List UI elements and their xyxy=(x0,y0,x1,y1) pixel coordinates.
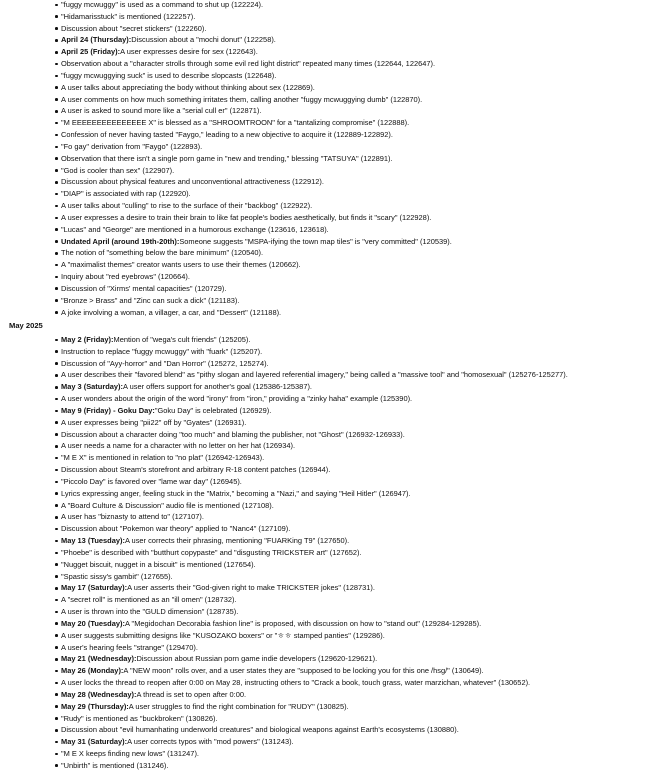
list-item xyxy=(0,393,667,405)
list-item xyxy=(0,724,667,736)
list-item xyxy=(0,70,667,82)
list-item xyxy=(0,523,667,535)
entry-text: A user's hearing feels "strange" (129470). xyxy=(61,642,198,652)
list-item xyxy=(0,594,667,606)
entry-text: Discussion about physical features and unconventional attractiveness (122912). xyxy=(61,177,324,187)
list-item xyxy=(0,559,667,571)
list-item xyxy=(0,653,667,665)
list-item xyxy=(0,334,667,346)
list-item xyxy=(0,58,667,70)
entry-date: May 2 (Friday): xyxy=(61,335,114,344)
list-item xyxy=(0,11,667,23)
entry-text: "Goku Day" is celebrated (126929). xyxy=(154,405,272,415)
list-item xyxy=(0,46,667,58)
entry-date: May 13 (Tuesday): xyxy=(61,536,125,546)
entry-text: A user corrects their phrasing, mentioning "FUARKing T9" (127650). xyxy=(124,536,350,546)
entry-text: Confession of never having tasted "Faygo," leading to a new objective to acquire it (122889-122892). xyxy=(61,130,393,140)
entry-text: Observation that there isn't a single porn game in "new and trending," blessing "TATSUYA" (122891). xyxy=(61,153,393,163)
entry-text: Inquiry about "red eyebrows" (120664). xyxy=(61,272,190,282)
list-item xyxy=(0,452,667,464)
list-item xyxy=(0,271,667,283)
list-item xyxy=(0,23,667,35)
entry-text: A user comments on how much something irritates them, calling another "fuggy mcwuggying dumb" (122870). xyxy=(61,94,423,104)
list-item xyxy=(0,307,667,319)
list-item xyxy=(0,224,667,236)
entry-text: Discussion about "evil humanhating underworld creatures" and biological weapons against Earth's ecosystems (130880). xyxy=(61,725,459,735)
month-heading-may: May 2025 xyxy=(9,321,43,330)
entry-text: A user offers support for another's goal (125386-125387). xyxy=(123,382,312,392)
entry-text: A user expresses a desire to train their brain to like fat people's bodies aesthetically, but finds it "scary" (122928). xyxy=(61,212,432,222)
entry-text: "Piccolo Day" is favored over "lame war day" (126945). xyxy=(61,476,242,486)
list-item xyxy=(0,295,667,307)
april-entries-list xyxy=(0,0,667,318)
entry-text: Instruction to replace "fuggy mcwuggy" with "fuark" (125207). xyxy=(61,346,263,356)
entry-text: Observation about a "character strolls through some evil red light district" repeated many times (122644, 122647). xyxy=(61,59,436,69)
entry-text: "M E X keeps finding new lows" (131247). xyxy=(61,748,199,758)
entry-text: A user expresses being "pii22" off by "Gyates" (126931). xyxy=(61,417,247,427)
entry-text: "M E X" is mentioned in relation to "no plat" (126942-126943). xyxy=(61,453,265,463)
list-item xyxy=(0,176,667,188)
entry-text: "Hidamarisstuck" is mentioned (122257). xyxy=(61,11,196,21)
entry-text: Lyrics expressing anger, feeling stuck in the "Matrix," becoming a "Nazi," and saying "Heil Hitler" (126947). xyxy=(61,488,411,498)
entry-text: A user needs a name for a character with no letter on her hat (126934). xyxy=(61,441,296,451)
entry-text: A user suggests submitting designs like "KUSOZAKO boxers" or "ㅎㅎ stamped panties" (129286). xyxy=(61,630,385,640)
entry-text: "Spastic sissy's gambit" (127655). xyxy=(61,571,173,581)
entry-text: A user expresses desire for sex (122643). xyxy=(120,47,258,57)
list-item xyxy=(0,701,667,713)
list-item xyxy=(0,417,667,429)
list-item xyxy=(0,358,667,370)
list-item xyxy=(0,748,667,760)
entry-text: "M EEEEEEEEEEEEEEE X" is blessed as a "SHROOMTROON" for a "tantalizing compromise" (122888). xyxy=(61,118,410,128)
entry-text: "fuggy mcwuggy" is used as a command to shut up (122224). xyxy=(61,0,264,9)
list-item xyxy=(0,369,667,381)
list-item xyxy=(0,212,667,224)
list-item xyxy=(0,165,667,177)
entry-date: May 20 (Tuesday): xyxy=(61,618,125,628)
entry-text: Someone suggests "MSPA-ifying the town map tiles" is "very committed" (120539). xyxy=(179,236,452,246)
list-item xyxy=(0,736,667,748)
entry-text: A user locks the thread to reopen after 0:00 on May 28, instructing others to "Crack a book, touch grass, water marzichan, whatever" (130652). xyxy=(61,678,531,688)
entry-date: May 3 (Saturday): xyxy=(61,382,123,392)
entry-text: A thread is set to open after 0:00. xyxy=(136,689,247,699)
entry-text: Discussion about "Pokemon war theory" applied to "Nanc4" (127109). xyxy=(61,524,291,534)
entry-text: Discussion of "Xirms' mental capacities" (120729). xyxy=(61,283,227,293)
entry-text: A user is thrown into the "GULD dimension" (128735). xyxy=(61,607,239,617)
entry-date: May 26 (Monday): xyxy=(61,666,124,676)
list-item xyxy=(0,141,667,153)
list-item xyxy=(0,440,667,452)
list-item xyxy=(0,665,667,677)
entry-text: "God is cooler than sex" (122907). xyxy=(61,165,175,175)
list-item xyxy=(0,94,667,106)
list-item xyxy=(0,153,667,165)
list-item xyxy=(0,760,667,772)
entry-text: Discussion about a "mochi donut" (122258). xyxy=(131,35,276,45)
list-item xyxy=(0,429,667,441)
entry-text: Discussion about Russian porn game indie developers (129620-129621). xyxy=(136,654,378,664)
entry-text: A user describes their "favored blend" as "pithy slogan and layered referential imagery," being called a "massive tool" and "homosexual" (125276-125277). xyxy=(61,370,568,380)
list-item xyxy=(0,476,667,488)
entry-text: Discussion about Steam's storefront and arbitrary R-18 content patches (126944). xyxy=(61,465,331,475)
list-item xyxy=(0,346,667,358)
entry-text: "Lucas" and "George" are mentioned in a humorous exchange (123616, 123618). xyxy=(61,224,329,234)
entry-text: A "Megidochan Decorabia fashion line" is proposed, with discussion on how to "stand out" (129284-129285). xyxy=(124,618,482,628)
list-item xyxy=(0,689,667,701)
entry-text: A "Board Culture & Discussion" audio file is mentioned (127108). xyxy=(61,500,274,510)
entry-date: Undated April (around 19th-20th): xyxy=(61,236,180,246)
list-item xyxy=(0,713,667,725)
entry-text: A user corrects typos with "mod powers" (131243). xyxy=(127,737,294,747)
list-item xyxy=(0,259,667,271)
entry-text: A "NEW moon" rolls over, and a user states they are "supposed to be locking you for this one /hsg/" (130649). xyxy=(123,666,484,676)
entry-date: May 17 (Saturday): xyxy=(61,583,128,593)
entry-date: April 25 (Friday): xyxy=(61,47,121,57)
entry-date: May 28 (Wednesday): xyxy=(61,689,137,699)
list-item xyxy=(0,381,667,393)
list-item xyxy=(0,547,667,559)
list-item xyxy=(0,571,667,583)
entry-date: May 9 (Friday) - Goku Day: xyxy=(61,405,155,415)
entry-text: "Rudy" is mentioned as "buckbroken" (130826). xyxy=(61,713,218,723)
list-item xyxy=(0,606,667,618)
list-item xyxy=(0,105,667,117)
entry-text: Discussion about "secret stickers" (122260). xyxy=(61,23,207,33)
entry-date: May 21 (Wednesday): xyxy=(61,654,137,664)
list-item xyxy=(0,0,667,11)
entry-text: Mention of "wega's cult friends" (125205). xyxy=(113,335,251,344)
list-item xyxy=(0,188,667,200)
list-item xyxy=(0,236,667,248)
entry-date: May 31 (Saturday): xyxy=(61,737,128,747)
list-item xyxy=(0,283,667,295)
list-item xyxy=(0,488,667,500)
list-item xyxy=(0,642,667,654)
entry-text: "Unbirth" is mentioned (131246). xyxy=(61,760,169,770)
list-item xyxy=(0,129,667,141)
list-item xyxy=(0,535,667,547)
entry-text: "fuggy mcwuggying suck" is used to describe slopcasts (122648). xyxy=(61,70,277,80)
list-item xyxy=(0,405,667,417)
entry-text: "Bronze > Brass" and "Zinc can suck a dick" (121183). xyxy=(61,295,240,305)
entry-text: "Nugget biscuit, nugget in a biscuit" is mentioned (127654). xyxy=(61,559,256,569)
list-item xyxy=(0,34,667,46)
list-item xyxy=(0,247,667,259)
entry-text: A user talks about appreciating the body without thinking about sex (122869). xyxy=(61,82,315,92)
list-item xyxy=(0,117,667,129)
list-item xyxy=(0,82,667,94)
entry-text: A user talks about "culling" to rise to the surface of their "backbog" (122922). xyxy=(61,201,313,211)
entry-text: Discussion of "Ayy-horror" and "Dan Horror" (125272, 125274). xyxy=(61,358,269,368)
list-item xyxy=(0,582,667,594)
entry-text: "DIAP" is associated with rap (122920). xyxy=(61,189,191,199)
entry-text: A "secret roll" is mentioned as an "ill omen" (128732). xyxy=(61,595,237,605)
entry-text: "Phoebe" is described with "butthurt copypaste" and "disgusting TRICKSTER art" (127652). xyxy=(61,547,362,557)
entry-text: A "maximalist themes" creator wants users to use their themes (120662). xyxy=(61,260,301,270)
entry-text: A user wonders about the origin of the word "irony" from "iron," providing a "zinky haha" example (125390). xyxy=(61,394,413,404)
entry-date: May 29 (Thursday): xyxy=(61,701,129,711)
list-item xyxy=(0,677,667,689)
entry-text: A user asserts their "God-given right to make TRICKSTER jokes" (128731). xyxy=(127,583,375,593)
list-item xyxy=(0,464,667,476)
list-item xyxy=(0,630,667,642)
entry-text: Discussion about a character doing "too much" and blaming the publisher, not "Ghost" (126932-126933). xyxy=(61,429,405,439)
entry-text: The notion of "something below the bare minimum" (120540). xyxy=(61,248,264,258)
entry-text: A joke involving a woman, a villager, a car, and "Dessert" (121188). xyxy=(61,307,282,317)
entry-text: A user has "biznasty to attend to" (127107). xyxy=(61,512,204,522)
list-item xyxy=(0,500,667,512)
entry-text: "Fo gay" derivation from "Faygo" (122893). xyxy=(61,141,203,151)
entry-text: A user struggles to find the right combination for "RUDY" (130825). xyxy=(128,701,349,711)
list-item xyxy=(0,200,667,212)
list-item xyxy=(0,618,667,630)
list-item xyxy=(0,511,667,523)
may-entries-list xyxy=(0,334,667,772)
entry-date: April 24 (Thursday): xyxy=(61,35,132,45)
entry-text: A user is asked to sound more like a "serial cull er" (122871). xyxy=(61,106,262,116)
